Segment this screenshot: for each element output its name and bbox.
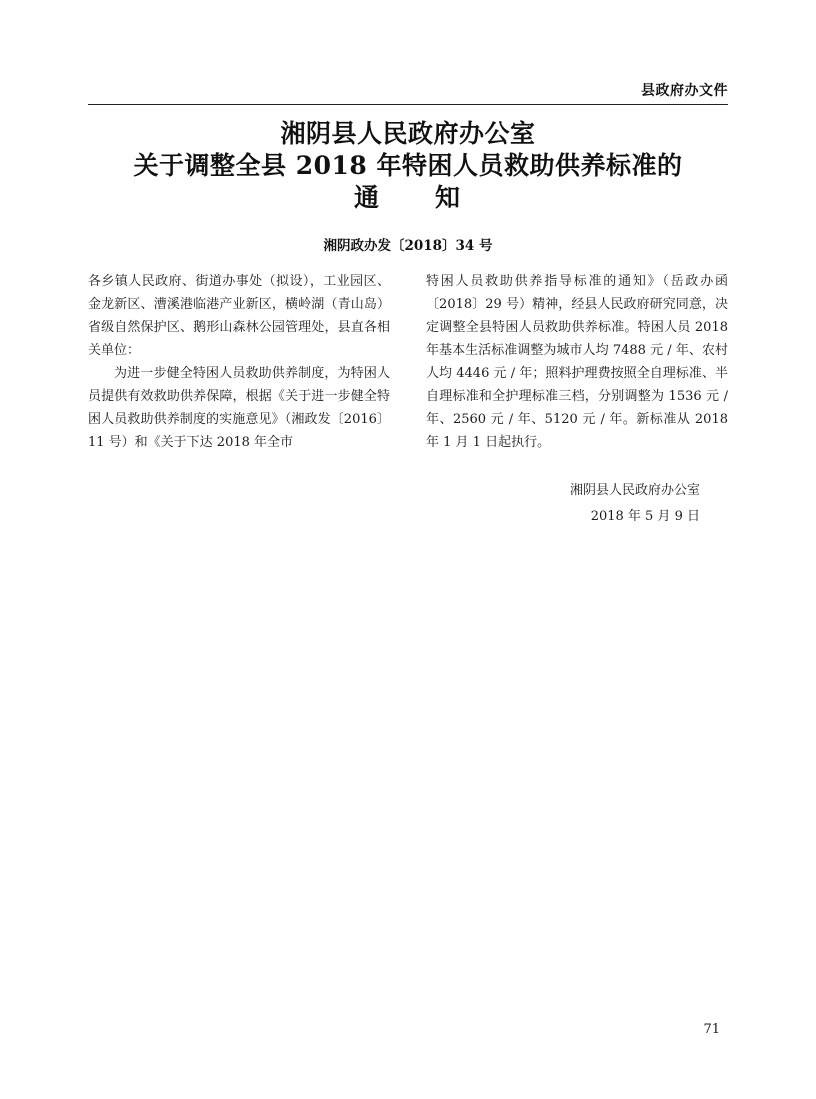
document-number: 湘阴政办发〔2018〕34 号 <box>323 238 493 254</box>
recipients: 各乡镇人民政府、街道办事处（拟设），工业园区、金龙新区、漕溪港临港产业新区，横岭湖（青山岛）省级自然保护区、鹅形山森林公园管理处，县直各相关单位： <box>88 274 390 358</box>
body-columns <box>88 270 728 454</box>
title-line-3: 通 知 <box>353 183 462 212</box>
right-column <box>426 270 728 454</box>
title-line-2: 关于调整全县 2018 年特困人员救助供养标准的 <box>133 151 683 180</box>
paragraph-1: 为进一步健全特困人员救助供养制度，为特困人员提供有效救助供养保障，根据《关于进一步健全特困人员救助供养制度的实施意见》（湘政发〔2016〕11 号）和《关于下达 2018 年全市 <box>88 366 390 450</box>
paragraph-1-continued: 特困人员救助供养指导标准的通知》（岳政办函〔2018〕29 号）精神，经县人民政府研究同意，决定调整全县特困人员救助供养标准。特困人员 2018 年基本生活标准调整为城市人均 7488 元 / 年、农村人均 4446 元 / 年；照料护理费按照全自理标准、半自理标准和全护理标准三档，分别调整为 1536 元 / 年、2560 元 / 年、5120 元 / 年。新标准从 2018 年 1 月 1 日起执行。 <box>426 274 728 450</box>
document-title <box>88 118 728 214</box>
signature-issuer: 湘阴县人民政府办公室 <box>569 483 700 498</box>
header-rule <box>88 104 728 105</box>
page-number: 71 <box>703 1022 720 1037</box>
title-line-1: 湘阴县人民政府办公室 <box>280 119 536 148</box>
left-column <box>88 270 390 454</box>
signature-block <box>420 478 700 530</box>
section-label: 县政府办文件 <box>641 83 728 99</box>
signature-date: 2018 年 5 月 9 日 <box>590 509 700 524</box>
